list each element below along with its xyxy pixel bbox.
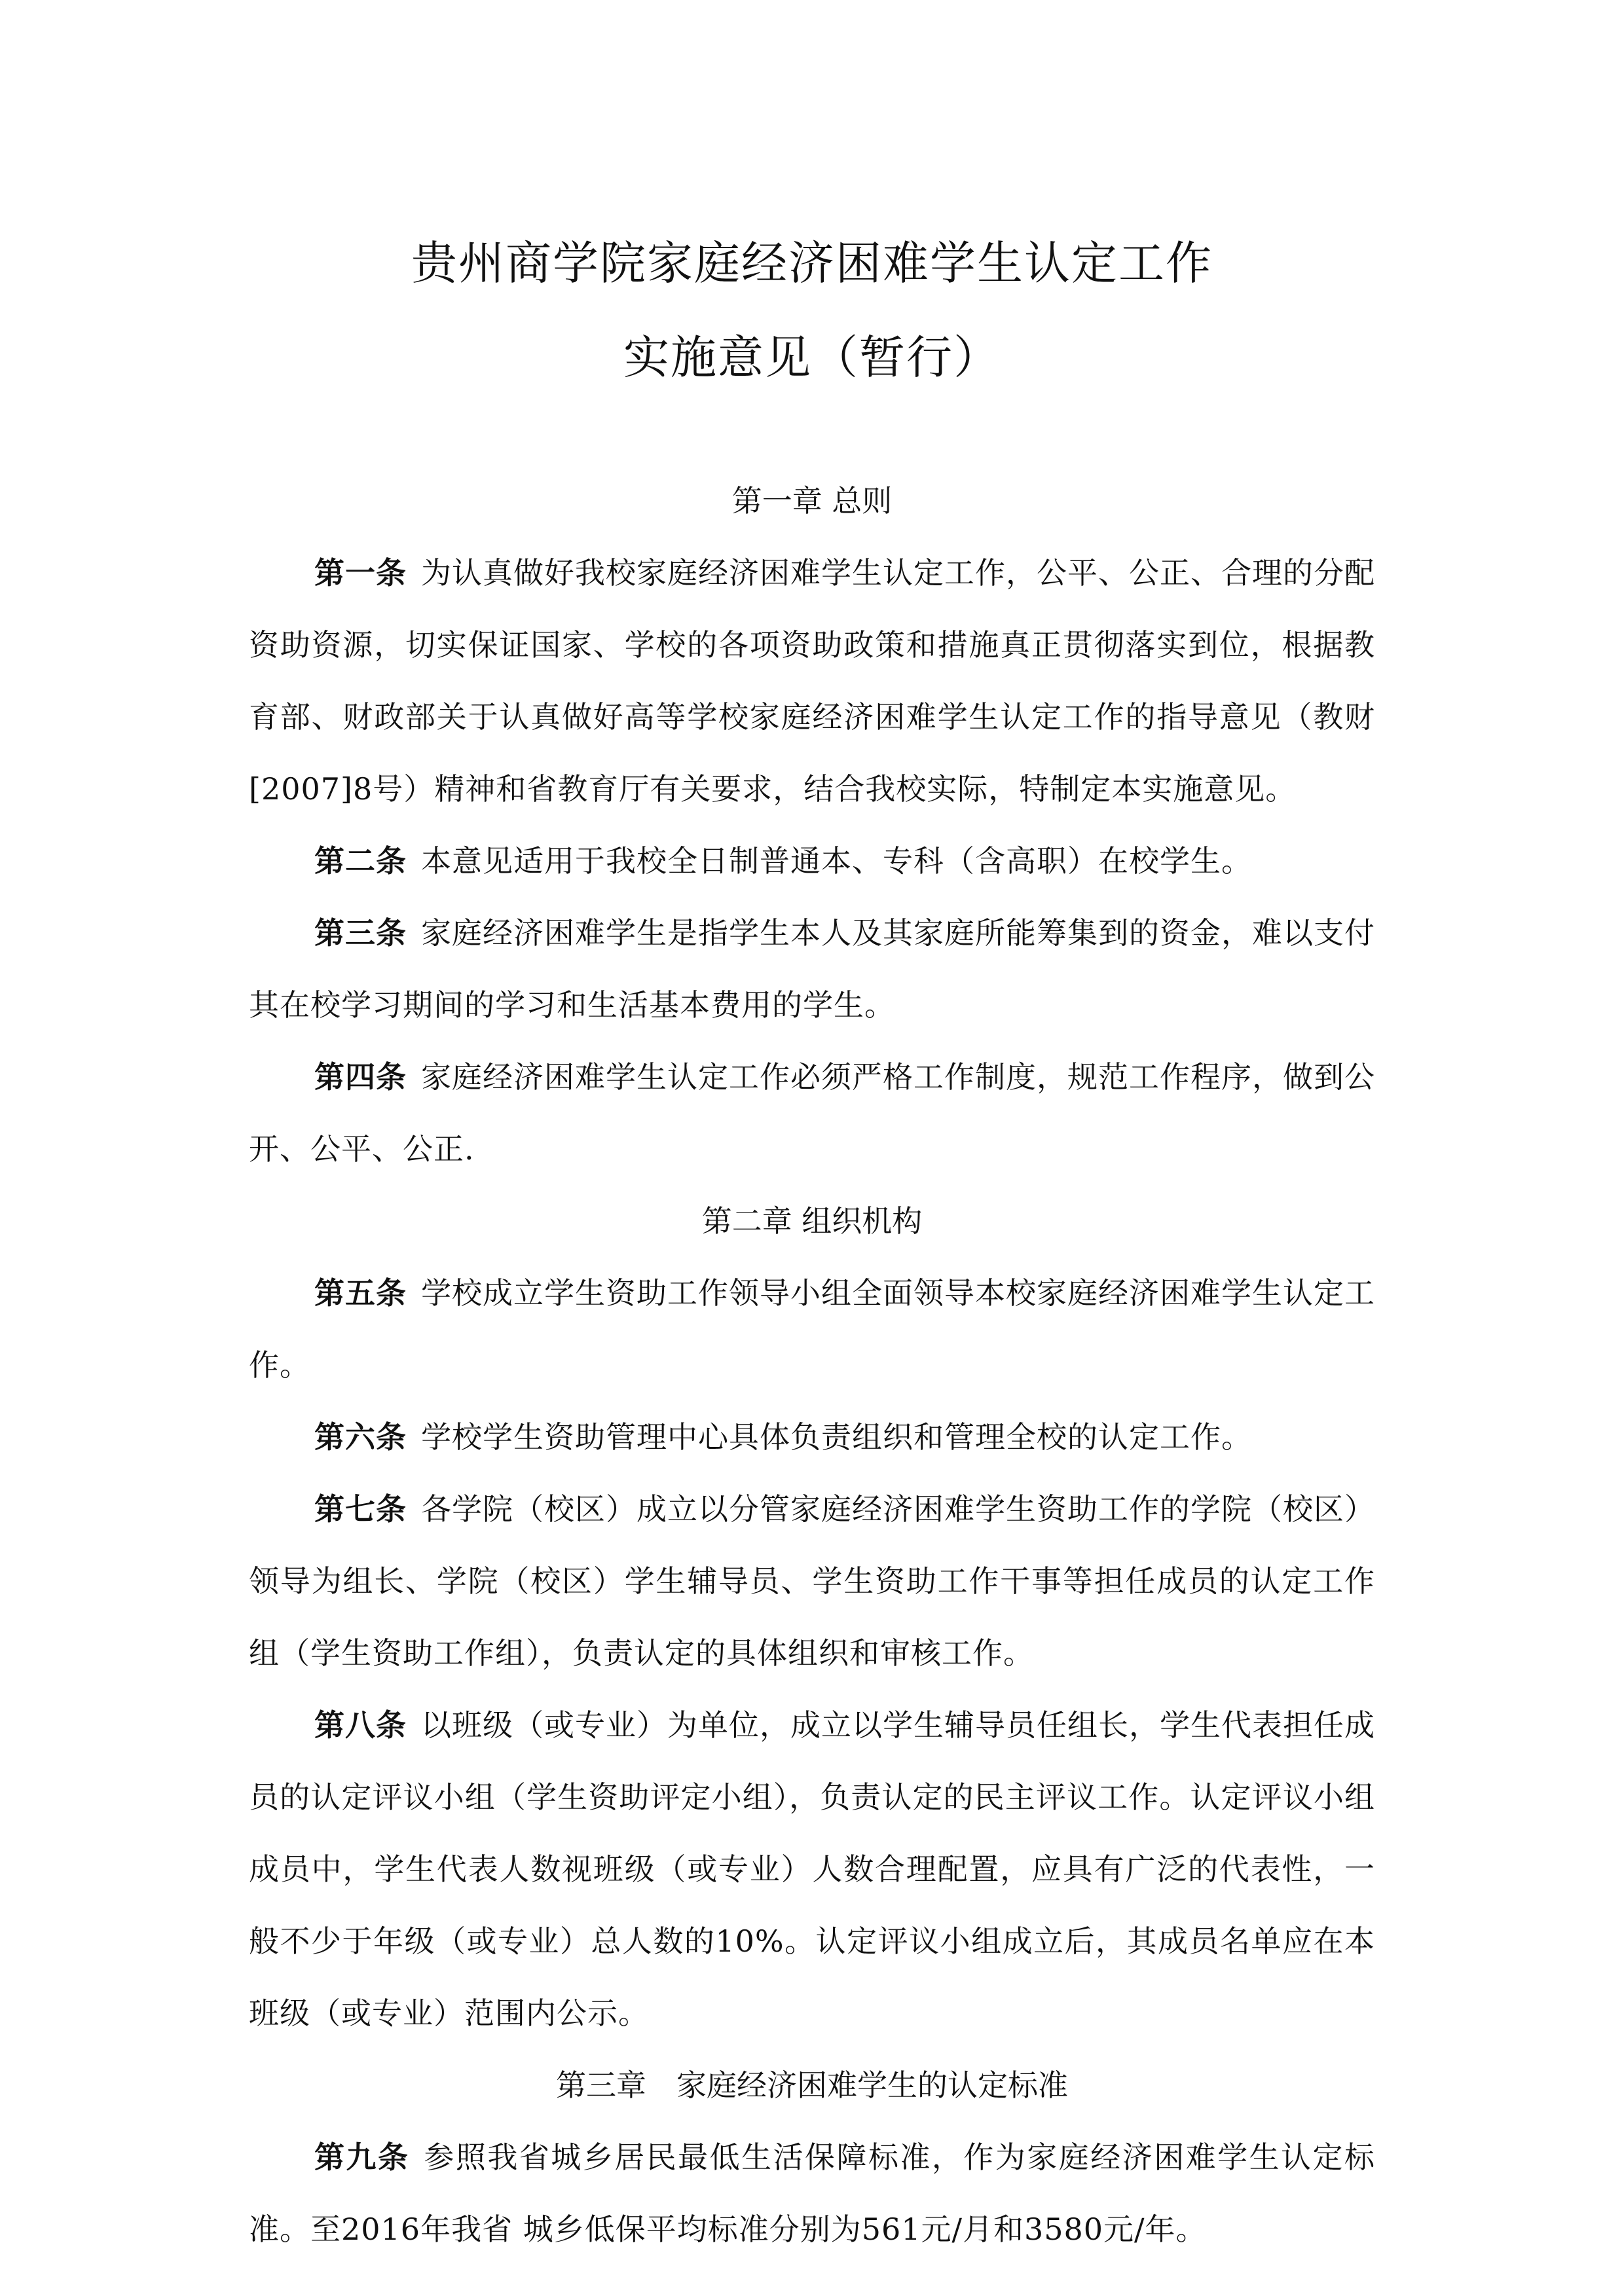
article-text: 各学院（校区）成立以分管家庭经济困难学生资助工作的学院（校区）领导为组长、学院（校区）学生辅导员、学生资助工作干事等担任成员的认定工作组（学生资助工作组），负责认定的具体组织和审核工作。: [249, 1491, 1375, 1671]
chapter-heading-3: 第三章 家庭经济困难学生的认定标准: [556, 2068, 1068, 2103]
article-number: 第四条: [314, 1059, 407, 1095]
document-title-line-1: 贵州商学院家庭经济困难学生认定工作: [411, 236, 1213, 290]
article-text: 家庭经济困难学生认定工作必须严格工作制度，规范工作程序，做到公开、公平、公正.: [249, 1059, 1375, 1167]
article-number: 第一条: [314, 555, 407, 591]
article-4: [249, 1041, 1375, 1185]
article-text: 以班级（或专业）为单位，成立以学生辅导员任组长，学生代表担任成员的认定评议小组（学生资助评定小组），负责认定的民主评议工作。认定评议小组成员中，学生代表人数视班级（或专业）人数合理配置，应具有广泛的代表性，一般不少于年级（或专业）总人数的10%。认定评议小组成立后，其成员名单应在本班级（或专业）范围内公示。: [249, 1707, 1375, 2031]
article-text: 家庭经济困难学生是指学生本人及其家庭所能筹集到的资金，难以支付其在校学习期间的学习和生活基本费用的学生。: [249, 915, 1375, 1023]
article-text: 本意见适用于我校全日制普通本、专科（含高职）在校学生。: [421, 843, 1252, 879]
article-5: [249, 1257, 1375, 1401]
article-number: 第六条: [314, 1419, 407, 1455]
document-title-line-2: 实施意见（暂行）: [623, 331, 1001, 384]
article-7: [249, 1473, 1375, 1689]
article-number: 第二条: [314, 843, 407, 879]
article-number: 第八条: [314, 1707, 407, 1743]
article-9: [249, 2121, 1375, 2265]
article-text: 为认真做好我校家庭经济困难学生认定工作，公平、公正、合理的分配资助资源，切实保证国家、学校的各项资助政策和措施真正贯彻落实到位，根据教育部、财政部关于认真做好高等学校家庭经济困难学生认定工作的指导意见（教财[2007]8号）精神和省教育厅有关要求，结合我校实际，特制定本实施意见。: [249, 555, 1375, 807]
chapter-heading-1: 第一章 总则: [731, 483, 893, 519]
article-number: 第三条: [314, 915, 407, 951]
article-3: [249, 897, 1375, 1041]
chapter-heading-2: 第二章 组织机构: [701, 1203, 923, 1239]
article-2: [249, 825, 1375, 897]
article-text: 参照我省城乡居民最低生活保障标准，作为家庭经济困难学生认定标准。至2016年我省 城乡低保平均标准分别为561元/月和3580元/年。: [249, 2140, 1375, 2247]
article-text: 学校成立学生资助工作领导小组全面领导本校家庭经济困难学生认定工作。: [249, 1275, 1375, 1383]
article-number: 第五条: [314, 1275, 407, 1311]
article-1: [249, 537, 1375, 825]
article-number: 第七条: [314, 1491, 407, 1527]
document-page: [249, 216, 1375, 2265]
article-6: [249, 1401, 1375, 1473]
article-8: [249, 1689, 1375, 2049]
article-number: 第九条: [314, 2140, 410, 2175]
article-text: 学校学生资助管理中心具体负责组织和管理全校的认定工作。: [421, 1419, 1252, 1455]
